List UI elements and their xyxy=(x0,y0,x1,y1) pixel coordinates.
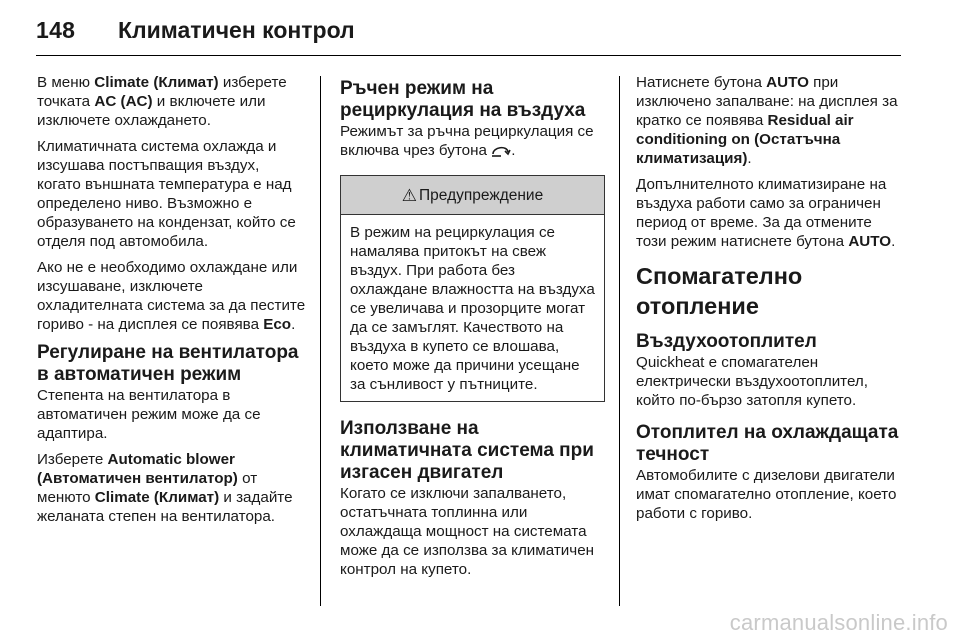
menu-climate-2: Climate (Климат) xyxy=(94,489,220,506)
paragraph-residual: Когато се изключи запалването, остатъчната топлинна или охлаждаща мощност на системата може да се използва за климатичен контрол на купето. xyxy=(340,485,595,578)
warning-triangle-icon: ⚠ xyxy=(401,185,418,205)
warning-header xyxy=(341,176,604,215)
paragraph-diesel: Автомобилите с дизелови двигатели имат спомагателно отопление, което работи с гориво. xyxy=(636,467,897,522)
heading-air-heater: Въздухоотоплител xyxy=(636,331,817,352)
header-divider xyxy=(36,55,901,56)
column-divider-2 xyxy=(619,76,620,606)
page-header xyxy=(36,6,916,54)
heading-coolant-heater: Отоплител на охлаждащата течност xyxy=(636,422,899,465)
label-residual-ac: Residual air conditioning on (Остатъчна климатизация) xyxy=(636,112,854,167)
paragraph-fan-select: Изберете Automatic blower (Автоматичен вентилатор) от менюто Climate (Климат) и задайте желаната степен на вентилатора. xyxy=(37,451,293,525)
column-2 xyxy=(340,78,605,586)
column-3 xyxy=(636,73,906,530)
watermark: carmanualsonline.info xyxy=(729,610,948,635)
paragraph-ac-menu: В меню Climate (Климат) изберете точката AC (AC) и включете или изключете охлаждането. xyxy=(37,74,287,129)
paragraph-recirculation: Режимът за ръчна рециркулация се включва чрез бутона . xyxy=(340,122,605,163)
paragraph-limited-time: Допълнителното климатизиране на въздуха работи само за ограничен период от време. За да отмените този режим натиснете бутона AUTO. xyxy=(636,176,896,250)
heading-recirculation: Ръчен режим на рециркулация на въздуха xyxy=(340,78,586,121)
heading-fan-auto: Регулиране на вентилатора в автоматичен режим xyxy=(37,342,299,385)
menu-automatic-blower: Automatic blower (Автоматичен вентилатор) xyxy=(37,451,238,487)
paragraph-ac-description: Климатичната система охлажда и изсушава постъпващия въздух, когато външната температура е над определено ниво. Възможно е образуването на кондензат, който се отделя под автомобила. xyxy=(37,138,296,250)
heading-auxiliary-heating: Спомагателно отопление xyxy=(636,263,803,319)
warning-title: Предупреждение xyxy=(419,186,544,204)
column-divider-1 xyxy=(320,76,321,606)
paragraph-fan-level: Степента на вентилатора в автоматичен режим може да се адаптира. xyxy=(37,387,261,442)
paragraph-quickheat: Quickheat е спомагателен електрически въздухоотоплител, който по-бързо затопля купето. xyxy=(636,354,868,409)
warning-text: В режим на рециркулация се намалява притокът на свеж въздух. При работа без охлаждане влажността на въздуха се увеличава и прозорците могат да се замъглят. Качеството на въздуха в купето се влошава, което може да причини усещане за сънливост у пътниците. xyxy=(350,224,595,393)
menu-climate: Climate (Климат) xyxy=(94,74,219,91)
column-1 xyxy=(37,73,307,533)
menu-ac: AC (AC) xyxy=(94,93,153,110)
page-number: 148 xyxy=(36,16,76,43)
label-eco: Eco xyxy=(263,316,292,333)
label-auto-2: AUTO xyxy=(848,233,892,250)
paragraph-auto-button: Натиснете бутона AUTO при изключено запалване: на дисплея за кратко се появява Residual air conditioning on (Остатъчна климатизация). xyxy=(636,74,898,167)
air-recirculation-icon xyxy=(491,144,511,163)
page-title: Климатичен контрол xyxy=(118,16,355,43)
label-auto: AUTO xyxy=(766,74,809,91)
warning-box xyxy=(340,175,605,402)
paragraph-eco: Ако не е необходимо охлаждане или изсушаване, изключете охладителната система за да пестите гориво - на дисплея се появява Eco. xyxy=(37,259,306,333)
heading-engine-off: Използване на климатичната система при изгасен двигател xyxy=(340,418,594,483)
